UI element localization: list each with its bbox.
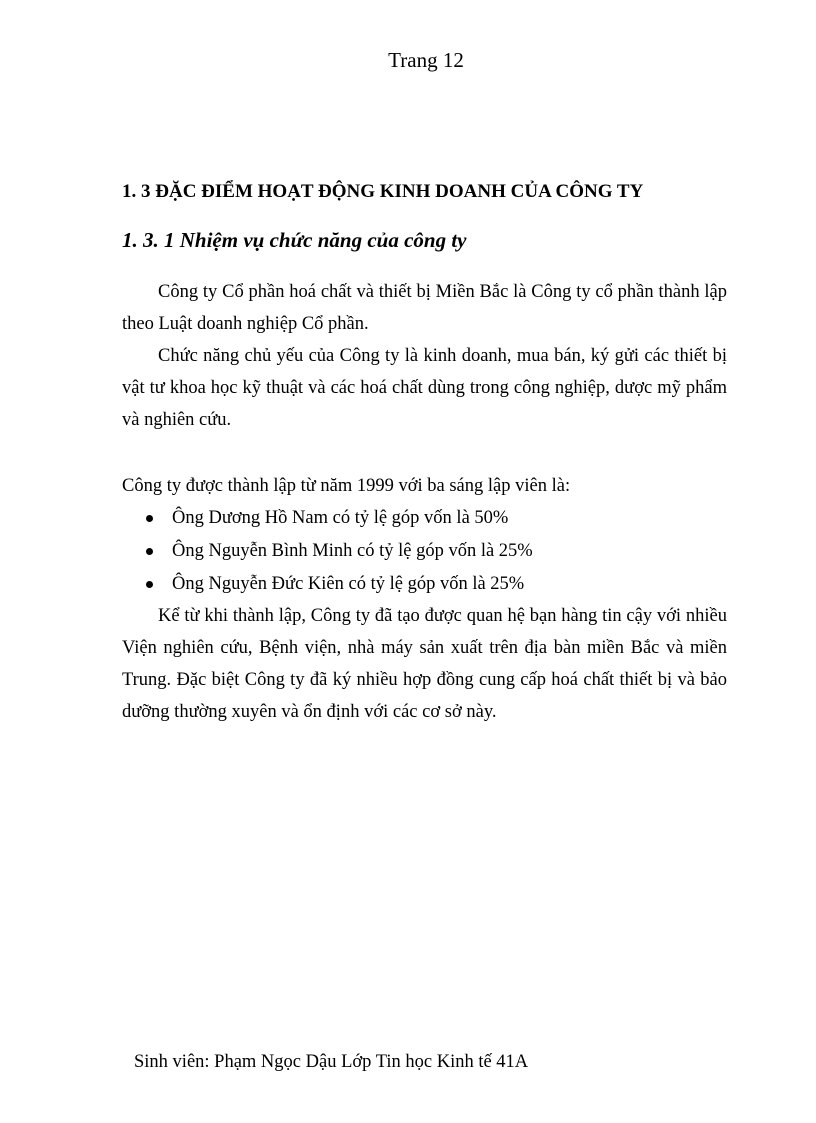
list-item (146, 502, 533, 535)
founders-intro: Công ty được thành lập từ năm 1999 với ba sáng lập viên là: (122, 476, 571, 496)
list-item (146, 535, 533, 568)
bullet-icon (146, 548, 153, 555)
page-footer: Sinh viên: Phạm Ngọc Dậu Lớp Tin học Kinh tế 41A (134, 1052, 529, 1072)
paragraph-company-intro: Công ty Cổ phần hoá chất và thiết bị Miền Bắc là Công ty cổ phần thành lập theo Luật doanh nghiệp Cổ phần. (122, 282, 727, 334)
bullet-icon (146, 581, 153, 588)
page-number-header: Trang 12 (388, 48, 464, 72)
section-title: 1. 3 ĐẶC ĐIỂM HOẠT ĐỘNG KINH DOANH CỦA CÔNG TY (122, 181, 644, 202)
list-item (146, 568, 533, 601)
founder-text: Ông Dương Hồ Nam có tỷ lệ góp vốn là 50% (172, 508, 509, 528)
founder-text: Ông Nguyễn Bình Minh có tỷ lệ góp vốn là 25% (172, 541, 533, 561)
paragraph-company-function: Chức năng chủ yếu của Công ty là kinh doanh, mua bán, ký gửi các thiết bị vật tư khoa học kỹ thuật và các hoá chất dùng trong công nghiệp, dược mỹ phẩm và nghiên cứu. (122, 346, 727, 430)
paragraph-company-relations: Kể từ khi thành lập, Công ty đã tạo được quan hệ bạn hàng tin cậy với nhiều Viện nghiên cứu, Bệnh viện, nhà máy sản xuất trên địa bàn miền Bắc và miền Trung. Đặc biệt Công ty đã ký nhiều hợp đồng cung cấp hoá chất thiết bị và bảo dưỡng thường xuyên và ổn định với các cơ sở này. (122, 606, 727, 722)
bullet-icon (146, 515, 153, 522)
founder-text: Ông Nguyễn Đức Kiên có tỷ lệ góp vốn là 25% (172, 574, 525, 594)
subsection-title: 1. 3. 1 Nhiệm vụ chức năng của công ty (122, 228, 467, 252)
founders-list (146, 502, 533, 601)
